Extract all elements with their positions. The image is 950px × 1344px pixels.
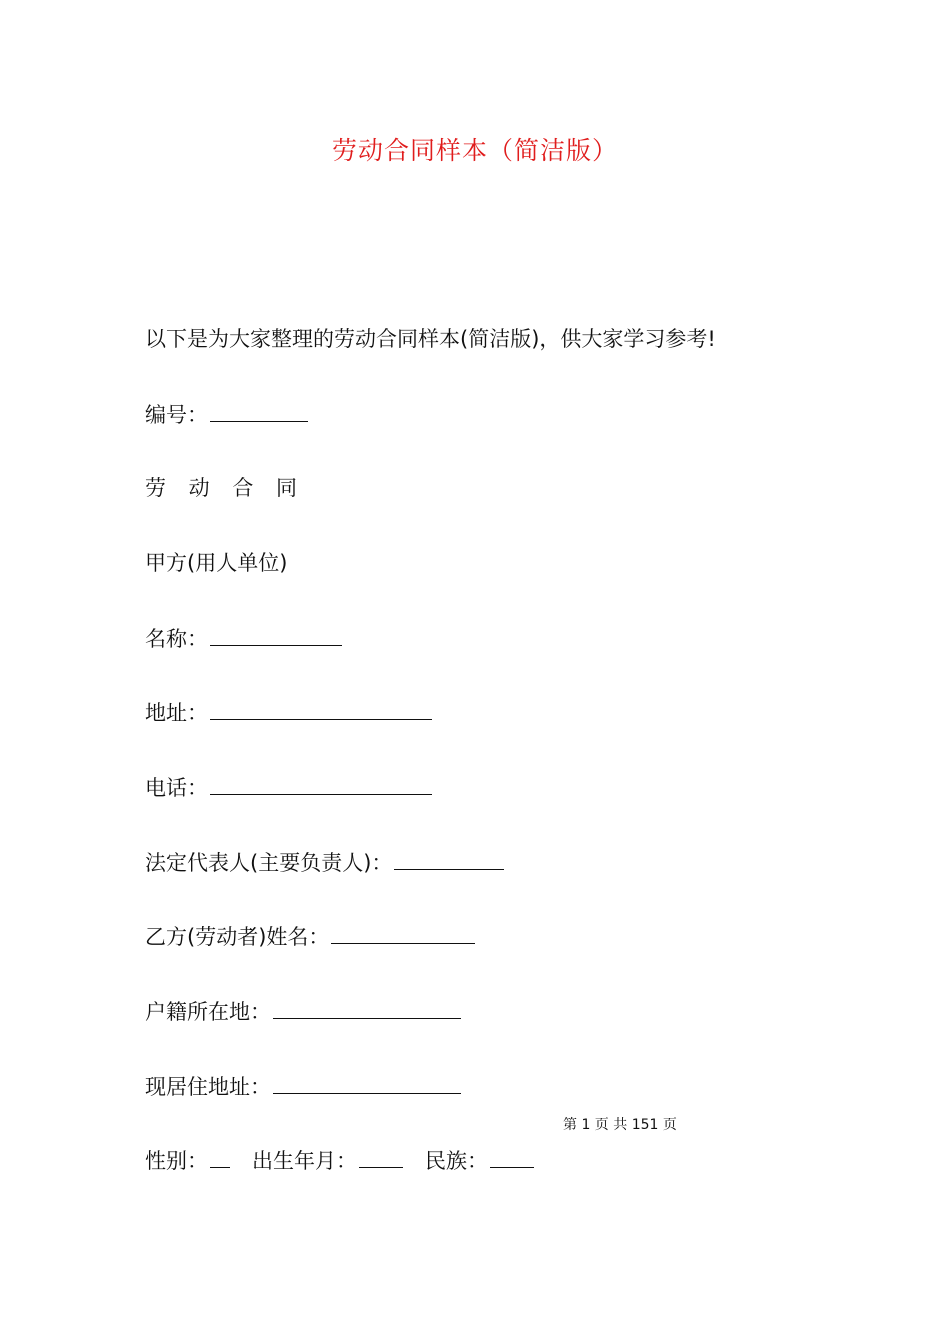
residence-label: 现居住地址： bbox=[145, 1075, 271, 1099]
name-blank[interactable] bbox=[210, 623, 342, 646]
gender-label: 性别： bbox=[145, 1149, 208, 1173]
birth-label: 出生年月： bbox=[252, 1149, 357, 1173]
phone-label: 电话： bbox=[145, 776, 208, 800]
ethnicity-label: 民族： bbox=[425, 1149, 488, 1173]
name-label: 名称： bbox=[145, 627, 208, 651]
address-blank[interactable] bbox=[210, 697, 432, 720]
name-row bbox=[145, 623, 342, 654]
gender-blank[interactable] bbox=[210, 1145, 230, 1168]
party-b-name-label: 乙方(劳动者)姓名： bbox=[145, 925, 330, 949]
intro-paragraph: 以下是为大家整理的劳动合同样本(简洁版)，供大家学习参考! bbox=[145, 327, 716, 351]
birth-blank[interactable] bbox=[359, 1145, 403, 1168]
page-footer: 第 1 页 共 151 页 bbox=[563, 1117, 677, 1133]
party-b-name-blank[interactable] bbox=[331, 921, 475, 944]
ethnicity-blank[interactable] bbox=[490, 1145, 534, 1168]
phone-row bbox=[145, 772, 432, 803]
household-label: 户籍所在地： bbox=[145, 1000, 271, 1024]
residence-row bbox=[145, 1071, 461, 1102]
legal-rep-blank[interactable] bbox=[394, 847, 504, 870]
page-title: 劳动合同样本（简洁版） bbox=[331, 136, 618, 165]
contract-number-blank[interactable] bbox=[210, 399, 308, 422]
legal-rep-label: 法定代表人(主要负责人)： bbox=[145, 851, 393, 875]
address-row bbox=[145, 697, 432, 728]
party-a-heading: 甲方(用人单位) bbox=[145, 551, 288, 575]
personal-info-row bbox=[145, 1145, 534, 1176]
legal-rep-row bbox=[145, 847, 504, 878]
household-blank[interactable] bbox=[273, 996, 461, 1019]
address-label: 地址： bbox=[145, 701, 208, 725]
household-row bbox=[145, 996, 461, 1027]
party-b-name-row bbox=[145, 921, 475, 952]
phone-blank[interactable] bbox=[210, 772, 432, 795]
contract-number-label: 编号： bbox=[145, 403, 208, 427]
contract-heading: 劳 动 合 同 bbox=[145, 476, 306, 500]
residence-blank[interactable] bbox=[273, 1071, 461, 1094]
contract-number-row bbox=[145, 399, 308, 430]
